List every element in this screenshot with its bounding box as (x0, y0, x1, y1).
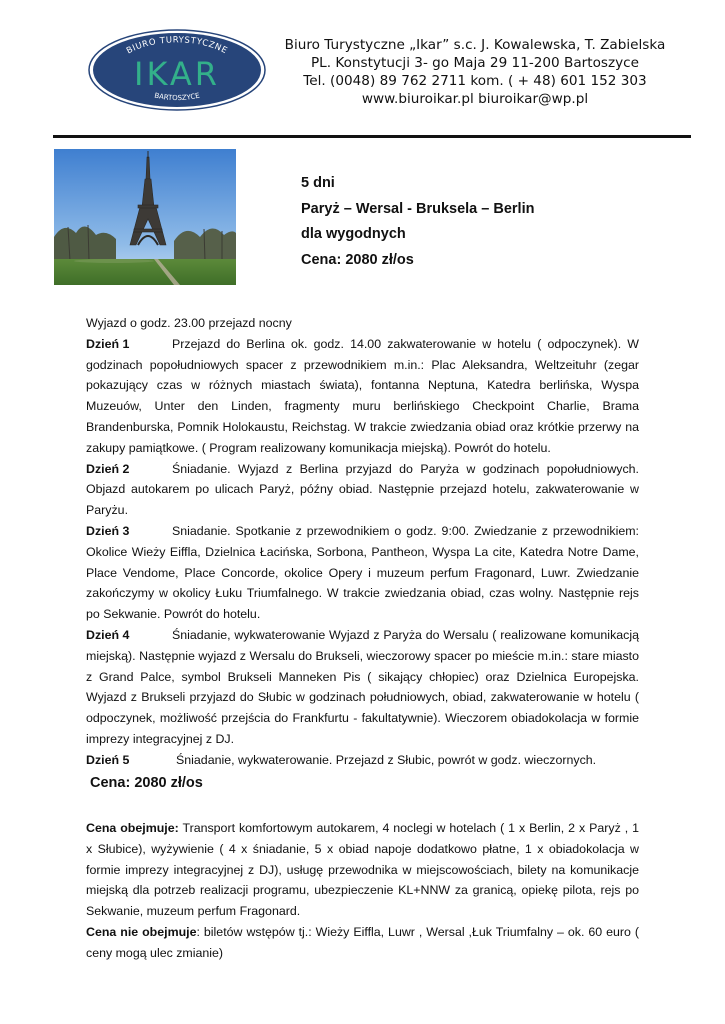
price-includes (86, 818, 639, 922)
trip-duration: 5 dni (301, 175, 335, 191)
day-label: Dzień 5 (86, 752, 130, 767)
agency-address: PL. Konstytucji 3- go Maja 29 11-200 Bartoszyce (310, 55, 640, 71)
trip-target: dla wygodnych (301, 226, 406, 242)
logo-name: IKAR (134, 55, 220, 93)
day-label: Dzień 2 (86, 461, 130, 476)
eiffel-tower-photo (54, 149, 236, 285)
trip-summary (301, 171, 534, 273)
day-text: Śniadanie, wykwaterowanie Wyjazd z Paryża do Wersalu ( realizowane komunikacją miejską). Następnie wyjazd z Wersalu do Brukseli, wieczorowy spacer po mieście m.in.: stare miasto z Grand Palce, symbol Brukseli Manneken Pis ( sikający chłopiec) oraz Dzielnica Europejska. Wyjazd z Brukseli przyjazd do Słubic w godzinach południowych, obiad, zakwaterowanie w hotelu ( odpoczynek, możliwość przejścia do Frankfurtu - fakultatywnie). Wieczorem obiadokolacja w formie imprezy integracyjnej z DJ. (86, 627, 639, 746)
includes-label: Cena obejmuje: (86, 821, 179, 835)
day-1 (86, 334, 639, 459)
day-3 (86, 521, 639, 625)
price-repeat: Cena: 2080 zł/os (90, 775, 203, 791)
day-5 (86, 750, 639, 771)
agency-contact (270, 36, 680, 108)
day-label: Dzień 3 (86, 523, 130, 538)
trip-program (86, 313, 639, 771)
header-divider (53, 135, 691, 138)
trip-price: Cena: 2080 zł/os (301, 251, 414, 268)
day-text: Śniadanie. Wyjazd z Berlina przyjazd do Paryża w godzinach popołudniowych. Objazd autokarem po ulicach Paryż, późny obiad. Następnie przejazd hotelu, zakwaterowanie w Paryżu. (86, 461, 639, 518)
agency-web-email: www.biuroikar.pl biuroikar@wp.pl (361, 91, 589, 107)
day-text: Sniadanie. Spotkanie z przewodnikiem o godz. 9:00. Zwiedzanie z przewodnikiem: Okolice Wieży Eiffla, Dzielnica Łacińska, Sorbona, Pantheon, Wyspa La cite, Katedra Notre Dame, Place Vendome, Place Concorde, okolice Opery i muzeum perfum Fragonard, Luwr. Zwiedzanie zakończymy w okolicy Łuku Triumfalnego. W trakcie zwiedzania obiad, czas wolny. Następnie rejs po Sekwanie. Powrót do hotelu. (86, 523, 639, 622)
price-conditions (86, 818, 639, 964)
excludes-label: Cena nie obejmuje (86, 924, 197, 939)
logo-arc-bottom-text: BARTOSZYCE (153, 91, 201, 103)
day-2 (86, 459, 639, 521)
ikar-logo (88, 29, 266, 111)
day-text: Przejazd do Berlina ok. godz. 14.00 zakwaterowanie w hotelu ( odpoczynek). W godzinach popołudniowych spacer z przewodnikiem m.in.: Plac Aleksandra, Weltzeituhr (zegar pokazujący czas w różnych miastach świata), fontanna Neptuna, Katedra berlińska, Wyspa Muzeuów, Unter den Linden, fragmenty muru berlińskiego Checkpoint Charlie, Brama Brandenburska, Pomnik Holokaustu, Reichstag. W trakcie zwiedzania obiad oraz krótkie przerwy na zakupy pamiątkowe. ( Program realizowany komunikacja miejską). Powrót do hotelu. (86, 336, 639, 455)
day-label: Dzień 1 (86, 336, 130, 351)
day-label: Dzień 4 (86, 627, 130, 642)
logo-arc-top-text: BIURO TURYSTYCZNE (124, 35, 230, 57)
includes-text: Transport komfortowym autokarem, 4 noclegi w hotelach ( 1 x Berlin, 2 x Paryż , 1 x Słubice), wyżywienie ( 4 x śniadanie, 5 x obiad napoje dodatkowo płatne, 1 x obiadokolacja w formie imprezy integracyjnej z DJ), usługę przewodnika w miejscowościach, bilety na komunikacje miejską dla potrzeb realizacji programu, ubezpieczenie KL+NNW za granicą, opiekę pilota, rejs po Sekwanie, muzeum perfum Fragonard. (86, 821, 639, 919)
program-intro: Wyjazd o godz. 23.00 przejazd nocny (86, 316, 292, 330)
trip-route: Paryż – Wersal - Bruksela – Berlin (301, 200, 535, 217)
excludes-text: : biletów wstępów tj.: Wieży Eiffla, Luwr , Wersal ,Łuk Triumfalny – ok. 60 euro ( ceny mogą ulec zmianie) (86, 924, 639, 960)
day-4 (86, 625, 639, 750)
agency-name: Biuro Turystyczne „Ikar” s.c. J. Kowalewska, T. Zabielska (284, 37, 666, 53)
agency-phone: Tel. (0048) 89 762 2711 kom. ( + 48) 601 152 303 (303, 73, 647, 89)
price-excludes (86, 922, 639, 964)
day-text: Śniadanie, wykwaterowanie. Przejazd z Słubic, powrót w godz. wieczornych. (176, 752, 597, 767)
